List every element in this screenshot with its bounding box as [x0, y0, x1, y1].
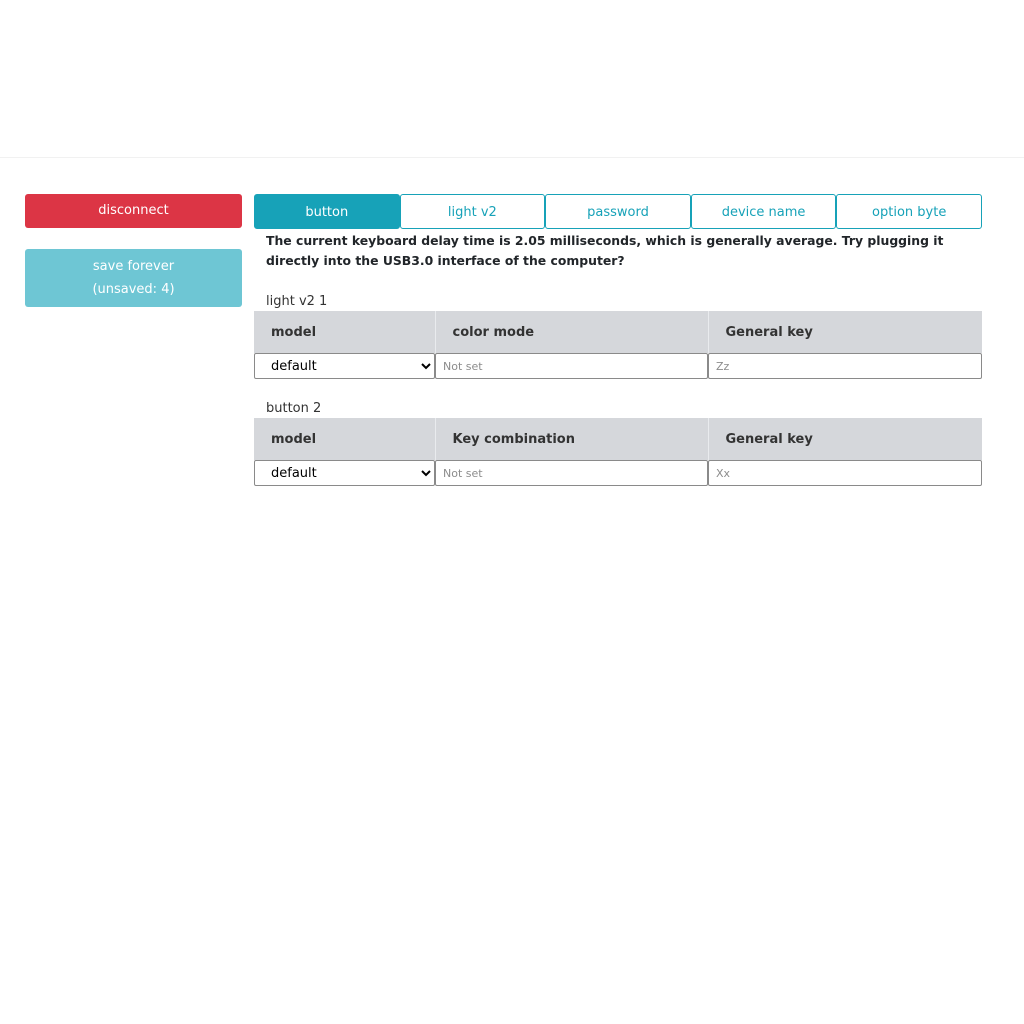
header-general-key: General key: [708, 418, 982, 460]
general-key-cell: [708, 353, 982, 379]
tab-device-name[interactable]: device name: [691, 194, 837, 229]
header-color-mode: color mode: [435, 311, 708, 353]
section-button-2: [254, 400, 982, 486]
key-combination-input[interactable]: [435, 460, 708, 486]
header-model: model: [254, 311, 435, 353]
save-forever-label: save forever: [92, 259, 175, 274]
section-light-v2-1: [254, 293, 982, 379]
key-combination-cell: [435, 460, 708, 486]
main-panel: [254, 194, 982, 486]
disconnect-button[interactable]: disconnect: [25, 194, 242, 228]
header-model: model: [254, 418, 435, 460]
save-forever-button[interactable]: [25, 249, 242, 307]
table-header-row: [254, 311, 982, 353]
section-label: button 2: [266, 401, 322, 416]
general-key-cell: [708, 460, 982, 486]
section-label: light v2 1: [266, 294, 328, 309]
tab-light-v2[interactable]: light v2: [400, 194, 546, 229]
tab-bar: [254, 194, 982, 229]
config-table: [254, 418, 982, 486]
config-table: [254, 311, 982, 379]
top-blank-area: [0, 0, 1024, 158]
table-row: [254, 460, 982, 486]
color-mode-input[interactable]: [435, 353, 708, 379]
sidebar: [25, 194, 242, 307]
tab-option-byte[interactable]: option byte: [836, 194, 982, 229]
tab-password[interactable]: password: [545, 194, 691, 229]
color-mode-cell: [435, 353, 708, 379]
header-key-combination: Key combination: [435, 418, 708, 460]
table-header-row: [254, 418, 982, 460]
header-general-key: General key: [708, 311, 982, 353]
model-select[interactable]: [254, 353, 435, 379]
model-cell: [254, 460, 435, 486]
table-row: [254, 353, 982, 379]
delay-notice: The current keyboard delay time is 2.05 milliseconds, which is generally average. Try plugging it directly into the USB3.0 interface of the computer?: [266, 233, 944, 268]
model-select[interactable]: [254, 460, 435, 486]
general-key-input[interactable]: [708, 460, 982, 486]
unsaved-count-label: (unsaved: 4): [92, 282, 175, 297]
model-cell: [254, 353, 435, 379]
general-key-input[interactable]: [708, 353, 982, 379]
tab-button[interactable]: button: [254, 194, 400, 229]
